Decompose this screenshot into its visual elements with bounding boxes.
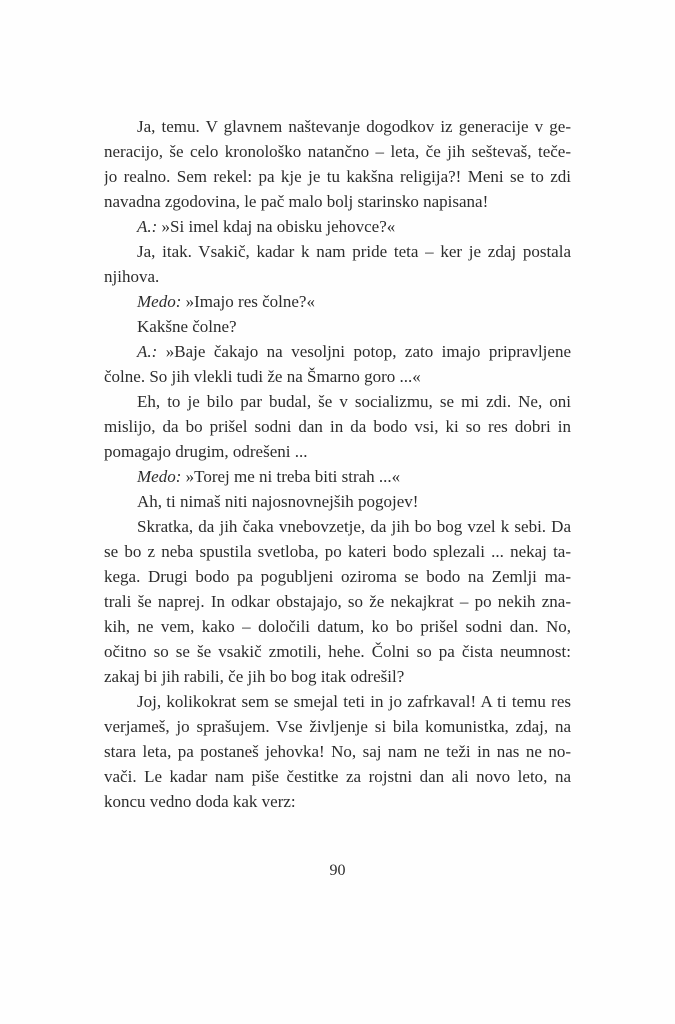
- text-line: [104, 264, 571, 289]
- speaker-label: A.:: [137, 217, 158, 236]
- line-text: trali še naprej. In odkar obstajajo, so že nekajkrat – po nekih zna-: [104, 592, 571, 611]
- text-line: [104, 564, 571, 589]
- line-text: kih, ne vem, kako – določili datum, ko bo prišel sodni dan. No,: [104, 617, 571, 636]
- line-text: »Baje čakajo na vesoljni potop, zato imajo pripravljene: [157, 342, 571, 361]
- line-text: Ah, ti nimaš niti najosnovnejših pogojev!: [137, 492, 419, 511]
- line-text: »Torej me ni treba biti strah ...«: [181, 467, 401, 486]
- line-text: Eh, to je bilo par budal, še v socializmu, se mi zdi. Ne, oni: [137, 392, 571, 411]
- text-line: [104, 764, 571, 789]
- line-text: »Imajo res čolne?«: [181, 292, 315, 311]
- text-line: [104, 414, 571, 439]
- line-text: čolne. So jih vlekli tudi že na Šmarno goro ...«: [104, 367, 421, 386]
- text-line: [104, 189, 571, 214]
- text-line: [104, 539, 571, 564]
- text-line: [104, 289, 571, 314]
- text-line: [104, 589, 571, 614]
- line-text: mislijo, da bo prišel sodni dan in da bodo vsi, ki so res dobri in: [104, 417, 571, 436]
- text-block: [104, 114, 571, 814]
- line-text: Joj, kolikokrat sem se smejal teti in jo zafrkaval! A ti temu res: [137, 692, 571, 711]
- line-text: vači. Le kadar nam piše čestitke za rojstni dan ali novo leto, na: [104, 767, 571, 786]
- text-line: [104, 439, 571, 464]
- line-text: zakaj bi jih rabili, če jih bo bog itak odrešil?: [104, 667, 405, 686]
- text-line: [104, 739, 571, 764]
- speaker-label: Medo:: [137, 467, 182, 486]
- text-line: [104, 614, 571, 639]
- text-line: [104, 164, 571, 189]
- line-text: Ja, temu. V glavnem naštevanje dogodkov iz generacije v ge-: [137, 117, 571, 136]
- line-text: navadna zgodovina, le pač malo bolj starinsko napisana!: [104, 192, 489, 211]
- text-line: [104, 639, 571, 664]
- text-line: [104, 514, 571, 539]
- text-line: [104, 214, 571, 239]
- line-text: »Si imel kdaj na obisku jehovce?«: [157, 217, 396, 236]
- line-text: stara leta, pa postaneš jehovka! No, saj nam ne teži in nas ne no-: [104, 742, 571, 761]
- line-text: pomagajo drugim, odrešeni ...: [104, 442, 308, 461]
- text-line: [104, 389, 571, 414]
- speaker-label: Medo:: [137, 292, 182, 311]
- line-text: njihova.: [104, 267, 160, 286]
- text-line: [104, 314, 571, 339]
- line-text: Ja, itak. Vsakič, kadar k nam pride teta – ker je zdaj postala: [137, 242, 571, 261]
- line-text: verjameš, jo sprašujem. Vse življenje si bila komunistka, zdaj, na: [104, 717, 571, 736]
- text-line: [104, 239, 571, 264]
- text-line: [104, 664, 571, 689]
- text-line: [104, 364, 571, 389]
- text-line: [104, 789, 571, 814]
- speaker-label: A.:: [137, 342, 158, 361]
- line-text: očitno so se še vsakič zmotili, hehe. Čolni so pa čista neumnost:: [104, 642, 571, 661]
- line-text: kega. Drugi bodo pa pogubljeni oziroma se bodo na Zemlji ma-: [104, 567, 571, 586]
- line-text: jo realno. Sem rekel: pa kje je tu kakšna religija?! Meni se to zdi: [104, 167, 571, 186]
- line-text: Kakšne čolne?: [137, 317, 237, 336]
- text-line: [104, 689, 571, 714]
- text-line: [104, 489, 571, 514]
- text-line: [104, 714, 571, 739]
- line-text: se bo z neba spustila svetloba, po kateri bodo splezali ... nekaj ta-: [104, 542, 571, 561]
- text-line: [104, 114, 571, 139]
- text-line: [104, 339, 571, 364]
- line-text: Skratka, da jih čaka vnebovzetje, da jih bo bog vzel k sebi. Da: [137, 517, 571, 536]
- text-line: [104, 464, 571, 489]
- line-text: koncu vedno doda kak verz:: [104, 792, 296, 811]
- line-text: neracijo, še celo kronološko natančno – leta, če jih seštevaš, teče-: [104, 142, 571, 161]
- text-line: [104, 139, 571, 164]
- page-number: 90: [329, 862, 346, 879]
